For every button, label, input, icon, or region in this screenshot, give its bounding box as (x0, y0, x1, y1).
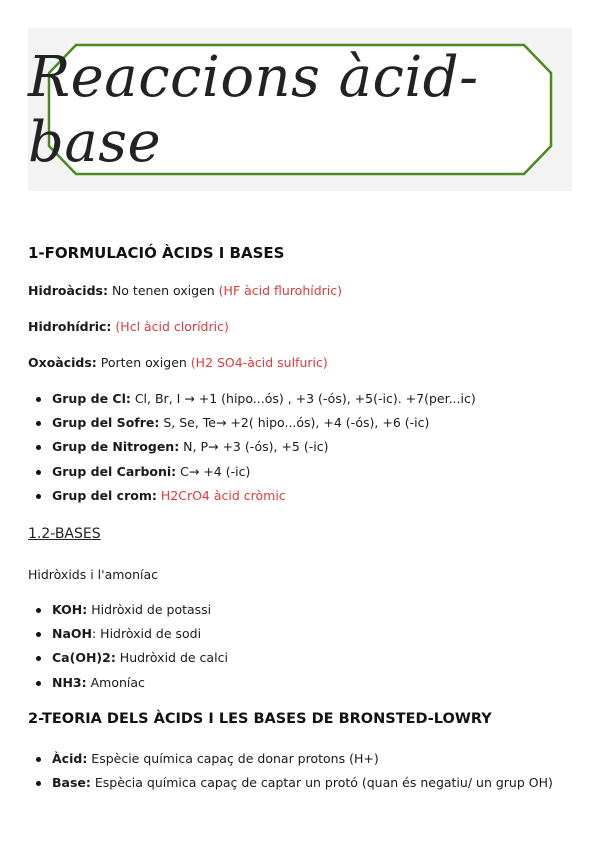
list-item (28, 773, 553, 797)
list-item (28, 673, 228, 697)
group-label: Grup del crom: (52, 487, 157, 503)
base-label: Ca(OH)2: (52, 650, 116, 666)
group-text: Cl, Br, I → +1 (hipo...ós) , +3 (-ós), +5(-ic). +7(per...ic) (130, 391, 476, 406)
oxoacids-text: Porten oxigen (96, 355, 191, 370)
group-text: N, P→ +3 (-ós), +5 (-ic) (179, 439, 329, 455)
definition-label: Àcid: (52, 751, 88, 766)
group-example: H2CrO4 àcid cròmic (160, 487, 286, 503)
oxoacids-example: (H2 SO4-àcid sulfuric) (190, 355, 328, 370)
group-label: Grup del Sofre: (52, 415, 160, 431)
definition-text: Espècie química capaç de donar protons (H+) (87, 751, 379, 766)
list-item (28, 486, 476, 510)
hidrohidric-example: (Hcl àcid clorídric) (115, 319, 229, 334)
list-item (28, 749, 553, 773)
page-title: Reaccions àcid-base (28, 44, 479, 175)
base-label: NH3: (52, 674, 87, 690)
base-text: Hidròxid de potassi (87, 602, 212, 617)
list-item (28, 462, 476, 486)
oxoacids-line (28, 355, 328, 370)
hidrohidric-label: Hidrohídric: (28, 319, 112, 334)
bases-list (28, 600, 228, 697)
group-text: C→ +4 (-ic) (176, 463, 251, 479)
base-label: KOH: (52, 602, 88, 617)
list-item (28, 389, 476, 413)
hidroacids-example: (HF àcid flurohídric) (218, 283, 343, 298)
hidroacids-line (28, 283, 342, 298)
hidroacids-label: Hidroàcids: (28, 283, 108, 298)
section-heading-bronsted: 2-TEORIA DELS ÀCIDS I LES BASES DE BRONSTED-LOWRY (28, 711, 492, 727)
list-item (28, 437, 476, 461)
list-item (28, 648, 228, 672)
list-item (28, 600, 228, 624)
section-heading-formulacio: 1-FORMULACIÓ ÀCIDS I BASES (28, 244, 285, 262)
bronsted-list (28, 749, 553, 797)
hidrohidric-line (28, 319, 229, 334)
group-label: Grup de Nitrogen: (52, 439, 180, 455)
group-label: Grup del Carboni: (52, 463, 177, 479)
bases-intro: Hidròxids i l'amoníac (28, 567, 158, 582)
group-text: S, Se, Te→ +2( hipo...ós), +4 (-ós), +6 (-ic) (159, 415, 430, 431)
definition-text: Espècia química capaç de captar un protó (quan és negatiu/ un grup OH) (90, 775, 553, 791)
base-text: Amoníac (86, 674, 145, 690)
title-banner (28, 28, 572, 191)
list-item (28, 624, 228, 648)
base-label: NaOH (52, 626, 92, 642)
section-heading-bases: 1.2-BASES (28, 526, 101, 542)
oxoacids-label: Oxoàcids: (28, 355, 97, 370)
base-text: : Hidròxid de sodi (91, 626, 202, 642)
definition-label: Base: (52, 775, 91, 791)
hidroacids-text: No tenen oxigen (107, 283, 219, 298)
list-item (28, 413, 476, 437)
base-text: Hudròxid de calci (115, 650, 228, 666)
groups-list (28, 389, 476, 510)
group-label: Grup de Cl: (52, 391, 131, 406)
